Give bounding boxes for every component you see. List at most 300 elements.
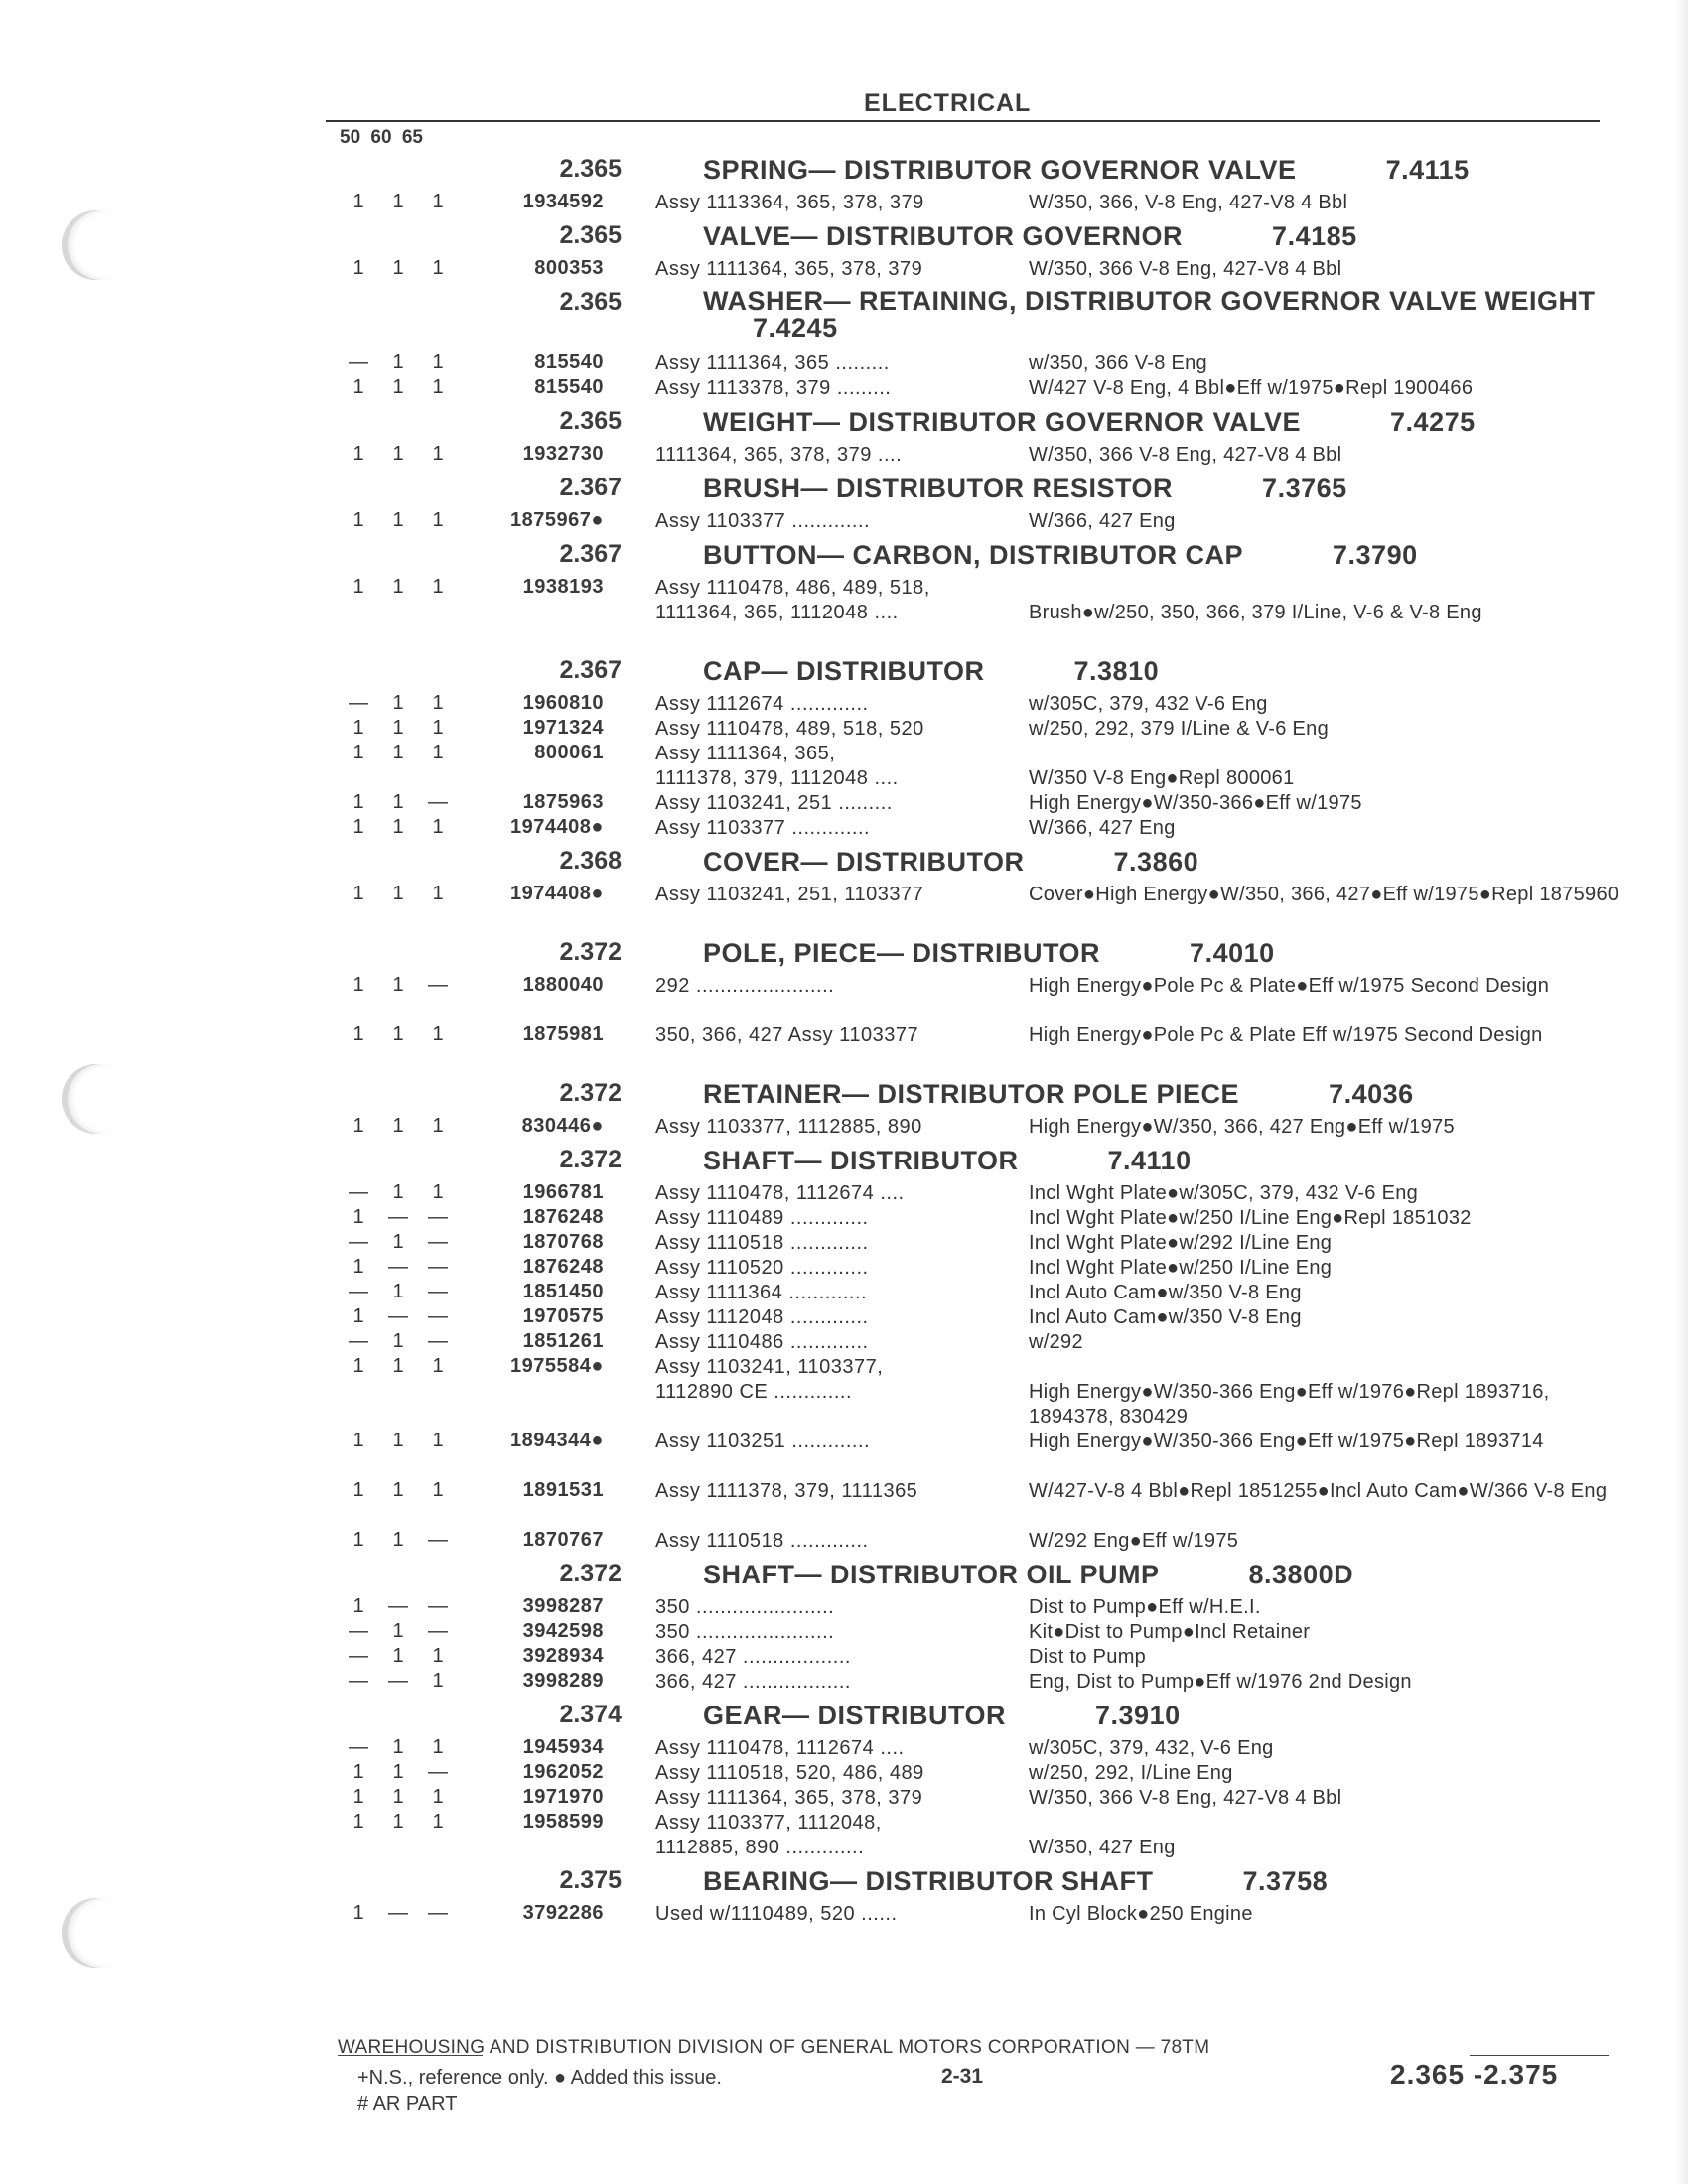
- group-header: [328, 936, 1618, 974]
- usage-note: W/366, 427 Eng: [1029, 510, 1176, 532]
- part-row: [328, 576, 1618, 650]
- group-title-text: BUTTON— CARBON, DISTRIBUTOR CAP: [703, 540, 1244, 570]
- group-title: [703, 938, 1617, 969]
- assembly-application: 350 .......................: [655, 1621, 835, 1643]
- group-ref-number: 7.3790: [1333, 540, 1418, 570]
- usage-note: Incl Wght Plate●w/250 I/Line Eng●Repl 1851032: [1029, 1207, 1472, 1229]
- usage-note: W/350, 427 Eng: [1029, 1837, 1176, 1858]
- group-code: 2.365: [559, 407, 622, 435]
- group-title: [703, 288, 1617, 341]
- group-title: [703, 155, 1617, 186]
- group-title-text: BEARING— DISTRIBUTOR SHAFT: [703, 1866, 1154, 1896]
- assembly-application: Assy 1113378, 379 .........: [655, 377, 892, 399]
- usage-note: High Energy●W/350-366●Eff w/1975: [1029, 792, 1362, 814]
- assembly-application: 366, 427 ..................: [655, 1671, 851, 1693]
- group-title-text: SHAFT— DISTRIBUTOR OIL PUMP: [703, 1560, 1160, 1589]
- assembly-application: Assy 1111364, 365, 378, 379: [655, 258, 923, 280]
- qty-65: —: [428, 1231, 448, 1253]
- qty-60: 1: [392, 1024, 404, 1045]
- qty-50: 1: [352, 1786, 364, 1808]
- usage-note: w/305C, 379, 432, V-6 Eng: [1029, 1737, 1274, 1759]
- qty-50: 1: [352, 1430, 364, 1451]
- usage-note: High Energy●Pole Pc & Plate Eff w/1975 Second Design: [1029, 1024, 1543, 1046]
- usage-note: Cover●High Energy●W/350, 366, 427●Eff w/1975●Repl 1875960: [1029, 884, 1619, 905]
- qty-65: 1: [432, 1024, 444, 1045]
- assembly-application: Assy 1110518 .............: [655, 1530, 869, 1552]
- part-number: 1975584●: [510, 1355, 604, 1377]
- assembly-application: Assy 1111378, 379, 1111365: [655, 1480, 918, 1502]
- qty-65: 1: [432, 1355, 444, 1377]
- group-title-text: CAP— DISTRIBUTOR: [703, 656, 985, 686]
- assembly-application: Assy 1103241, 251 .........: [655, 792, 893, 814]
- qty-50: 1: [352, 1206, 364, 1228]
- part-row: [328, 1811, 1618, 1860]
- qty-65: —: [428, 1305, 448, 1327]
- qty-60: 1: [392, 351, 404, 373]
- part-number: 1974408●: [510, 883, 604, 904]
- qty-65: —: [428, 1761, 448, 1783]
- qty-60: 1: [392, 576, 404, 598]
- qty-60: 1: [392, 1281, 404, 1302]
- part-number: 3998289: [522, 1670, 604, 1692]
- group-code: 2.375: [559, 1866, 622, 1894]
- group-header: [328, 1144, 1618, 1181]
- qty-60: 1: [392, 1479, 404, 1501]
- part-row: [328, 1430, 1618, 1479]
- group-ref-number: 7.3758: [1242, 1866, 1329, 1896]
- usage-note: Incl Wght Plate●w/305C, 379, 432 V-6 Eng: [1029, 1182, 1419, 1204]
- qty-50: 1: [352, 509, 364, 531]
- part-number: 1966781: [522, 1181, 604, 1203]
- part-number: 1875967●: [510, 509, 604, 531]
- part-number: 1962052: [522, 1761, 604, 1783]
- page-title: ELECTRICAL: [864, 89, 1032, 117]
- qty-60: 1: [392, 1786, 404, 1808]
- qty-65: 1: [432, 1115, 444, 1137]
- group-ref-number: 7.4245: [753, 313, 838, 342]
- group-ref-number: 7.3765: [1262, 474, 1347, 503]
- assembly-application: 1111364, 365, 378, 379 ....: [655, 444, 903, 466]
- group-title: [703, 221, 1617, 252]
- part-row: [328, 1115, 1618, 1140]
- qty-50: 1: [352, 1115, 364, 1137]
- group-ref-number: 7.4275: [1390, 407, 1476, 437]
- part-row: [328, 1281, 1618, 1305]
- part-number: 1880040: [522, 974, 604, 996]
- qty-65: 1: [432, 1479, 444, 1501]
- usage-note: w/305C, 379, 432 V-6 Eng: [1029, 693, 1268, 715]
- group-ref-number: 7.4110: [1107, 1146, 1192, 1175]
- page-edge: [1674, 0, 1688, 2184]
- qty-65: —: [428, 974, 448, 996]
- assembly-application: Assy 1111364 .............: [655, 1282, 868, 1303]
- qty-65: 1: [432, 1670, 444, 1692]
- part-number: 1934592: [522, 191, 604, 212]
- group-code: 2.372: [559, 1079, 622, 1107]
- qty-65: —: [428, 1281, 448, 1302]
- group-title: [703, 847, 1617, 878]
- part-number: 1876248: [522, 1206, 604, 1228]
- qty-60: 1: [392, 1645, 404, 1667]
- assembly-application: Assy 1110489 .............: [655, 1207, 869, 1229]
- group-code: 2.372: [559, 938, 622, 966]
- usage-note: High Energy●W/350-366 Eng●Eff w/1975●Repl 1893714: [1029, 1431, 1544, 1452]
- qty-50: 1: [352, 1479, 364, 1501]
- qty-50: —: [349, 1231, 368, 1253]
- qty-50: 1: [352, 1024, 364, 1045]
- qty-60: 1: [392, 509, 404, 531]
- qty-65: 1: [432, 1736, 444, 1758]
- qty-65: —: [428, 1256, 448, 1278]
- group-code: 2.365: [559, 155, 622, 183]
- part-number: 1894344●: [510, 1430, 604, 1451]
- part-number: 1971970: [522, 1786, 604, 1808]
- part-number: 3792286: [522, 1902, 604, 1924]
- qty-60: 1: [392, 191, 404, 212]
- assembly-application: Assy 1110486 .............: [655, 1331, 869, 1353]
- qty-65: 1: [432, 1645, 444, 1667]
- qty-60: 1: [392, 883, 404, 904]
- assembly-application: Assy 1103377 .............: [655, 510, 871, 532]
- group-code: 2.374: [559, 1701, 622, 1728]
- group-header: [328, 1699, 1618, 1736]
- group-code: 2.367: [559, 656, 622, 684]
- qty-50: —: [349, 351, 368, 373]
- qty-50: —: [349, 1620, 368, 1642]
- qty-50: 1: [352, 974, 364, 996]
- part-number: 1958599: [522, 1811, 604, 1833]
- qty-60: —: [388, 1206, 408, 1228]
- usage-note: Dist to Pump●Eff w/H.E.I.: [1029, 1596, 1261, 1618]
- qty-65: 1: [432, 1811, 444, 1833]
- assembly-application: Assy 1110478, 489, 518, 520: [655, 718, 924, 740]
- assembly-application: Used w/1110489, 520 ......: [655, 1903, 898, 1925]
- qty-50: 1: [352, 443, 364, 465]
- qty-65: 1: [432, 576, 444, 598]
- qty-65: 1: [432, 1181, 444, 1203]
- part-row: [328, 1595, 1618, 1620]
- qty-50: 1: [352, 1529, 364, 1551]
- assembly-application: Assy 1110518 .............: [655, 1232, 869, 1254]
- qty-65: 1: [432, 1786, 444, 1808]
- part-row: [328, 509, 1618, 534]
- qty-50: —: [349, 1645, 368, 1667]
- part-row: [328, 742, 1618, 791]
- part-number: 1870768: [522, 1231, 604, 1253]
- group-ref-number: 7.4185: [1272, 221, 1357, 251]
- assembly-application: Assy 1103241, 1103377, 1112890 CE .............: [655, 1356, 884, 1403]
- part-row: [328, 1024, 1618, 1073]
- part-number: 800353: [534, 257, 604, 279]
- qty-65: 1: [432, 883, 444, 904]
- qty-65: —: [428, 1902, 448, 1924]
- footer-legend: [357, 2065, 722, 2116]
- part-row: [328, 1231, 1618, 1256]
- qty-50: 1: [352, 883, 364, 904]
- part-number: 1970575: [522, 1305, 604, 1327]
- usage-note: W/427-V-8 4 Bbl●Repl 1851255●Incl Auto Cam●W/366 V-8 Eng: [1029, 1480, 1608, 1502]
- qty-50: 1: [352, 791, 364, 813]
- assembly-application: Assy 1103377, 1112885, 890: [655, 1116, 922, 1138]
- usage-note: w/250, 292, 379 I/Line & V-6 Eng: [1029, 718, 1330, 740]
- usage-note: Dist to Pump: [1029, 1646, 1147, 1668]
- part-row: [328, 1181, 1618, 1206]
- part-row: [328, 1761, 1618, 1786]
- header-rule: [326, 120, 1600, 122]
- part-number: 1851261: [522, 1330, 604, 1352]
- qty-65: 1: [432, 1430, 444, 1451]
- usage-note: W/350, 366 V-8 Eng, 427-V8 4 Bbl: [1029, 444, 1342, 466]
- part-row: [328, 1620, 1618, 1645]
- parts-list: [328, 149, 1618, 1927]
- part-row: [328, 1645, 1618, 1670]
- qty-65: —: [428, 1595, 448, 1617]
- group-title: [703, 656, 1617, 687]
- group-ref-number: 7.4010: [1190, 938, 1275, 968]
- group-header: [328, 1864, 1618, 1902]
- part-number: 1876248: [522, 1256, 604, 1278]
- part-number: 1875981: [522, 1024, 604, 1045]
- assembly-application: Assy 1103377, 1112048, 1112885, 890 .............: [655, 1812, 882, 1858]
- assembly-application: Assy 1110478, 486, 489, 518, 1111364, 365, 1112048 ....: [655, 577, 930, 623]
- group-ref-number: 8.3800D: [1248, 1560, 1354, 1589]
- group-header: [328, 845, 1618, 883]
- binder-hole: [62, 1064, 131, 1134]
- qty-60: 1: [392, 376, 404, 398]
- group-code: 2.365: [559, 221, 622, 249]
- usage-note: Incl Auto Cam●w/350 V-8 Eng: [1029, 1282, 1302, 1303]
- qty-60: —: [388, 1305, 408, 1327]
- part-row: [328, 692, 1618, 717]
- qty-65: 1: [432, 717, 444, 739]
- qty-60: 1: [392, 717, 404, 739]
- assembly-application: Assy 1110478, 1112674 ....: [655, 1182, 905, 1204]
- qty-60: 1: [392, 257, 404, 279]
- assembly-application: 292 .......................: [655, 975, 835, 997]
- group-ref-number: 7.3860: [1113, 847, 1199, 877]
- group-header: [328, 538, 1618, 576]
- assembly-application: Assy 1103251 .............: [655, 1431, 871, 1452]
- section-range: 2.365 -2.375: [1390, 2059, 1559, 2090]
- assembly-application: Assy 1112674 .............: [655, 693, 869, 715]
- qty-65: —: [428, 1620, 448, 1642]
- qty-60: 1: [392, 791, 404, 813]
- part-row: [328, 791, 1618, 816]
- assembly-application: 350, 366, 427 Assy 1103377: [655, 1024, 919, 1046]
- group-title: [703, 1560, 1617, 1590]
- qty-65: —: [428, 791, 448, 813]
- part-row: [328, 1355, 1618, 1430]
- usage-note: Brush●w/250, 350, 366, 379 I/Line, V-6 & V-8 Eng: [1029, 602, 1482, 623]
- qty-65: 1: [432, 191, 444, 212]
- qty-50: —: [349, 1330, 368, 1352]
- qty-65: 1: [432, 742, 444, 763]
- qty-50: —: [349, 1670, 368, 1692]
- group-header: [328, 153, 1618, 191]
- qty-60: —: [388, 1595, 408, 1617]
- assembly-application: Assy 1103241, 251, 1103377: [655, 884, 924, 905]
- group-code: 2.368: [559, 847, 622, 875]
- qty-65: —: [428, 1529, 448, 1551]
- part-row: [328, 1736, 1618, 1761]
- qty-50: 1: [352, 376, 364, 398]
- qty-50: 1: [352, 816, 364, 838]
- part-number: 1932730: [522, 443, 604, 465]
- usage-note: W/292 Eng●Eff w/1975: [1029, 1530, 1239, 1552]
- assembly-application: Assy 1111364, 365, 378, 379: [655, 1787, 923, 1809]
- qty-50: —: [349, 1281, 368, 1302]
- group-title: [703, 1146, 1617, 1176]
- qty-50: 1: [352, 1595, 364, 1617]
- qty-65: 1: [432, 443, 444, 465]
- binder-hole: [62, 210, 131, 280]
- qty-65: —: [428, 1206, 448, 1228]
- qty-50: 1: [352, 742, 364, 763]
- group-code: 2.367: [559, 540, 622, 568]
- qty-65: 1: [432, 816, 444, 838]
- group-title: [703, 1701, 1617, 1731]
- group-title-text: SPRING— DISTRIBUTOR GOVERNOR VALVE: [703, 155, 1297, 185]
- qty-50: —: [349, 1736, 368, 1758]
- usage-note: w/250, 292, I/Line Eng: [1029, 1762, 1233, 1784]
- group-ref-number: 7.4115: [1385, 155, 1470, 185]
- qty-50: —: [349, 1181, 368, 1203]
- assembly-application: Assy 1103377 .............: [655, 817, 871, 839]
- part-number: 815540: [534, 351, 604, 373]
- qty-65: 1: [432, 692, 444, 714]
- group-title: [703, 474, 1617, 504]
- part-row: [328, 257, 1618, 282]
- usage-note: High Energy●W/350-366 Eng●Eff w/1976●Repl 1893716, 1894378, 830429: [1029, 1381, 1550, 1428]
- usage-note: W/350, 366, V-8 Eng, 427-V8 4 Bbl: [1029, 192, 1348, 213]
- qty-50: 1: [352, 1355, 364, 1377]
- group-title-text: BRUSH— DISTRIBUTOR RESISTOR: [703, 474, 1174, 503]
- part-row: [328, 974, 1618, 1024]
- group-title-text: SHAFT— DISTRIBUTOR: [703, 1146, 1019, 1175]
- qty-50: 1: [352, 1305, 364, 1327]
- qty-60: 1: [392, 1115, 404, 1137]
- qty-50: 1: [352, 576, 364, 598]
- qty-60: 1: [392, 1811, 404, 1833]
- group-code: 2.365: [559, 288, 622, 316]
- usage-note: Incl Wght Plate●w/292 I/Line Eng: [1029, 1232, 1333, 1254]
- qty-50: 1: [352, 257, 364, 279]
- usage-note: W/366, 427 Eng: [1029, 817, 1176, 839]
- group-title-text: WASHER— RETAINING, DISTRIBUTOR GOVERNOR VALVE WEIGHT: [703, 286, 1596, 316]
- footer-rule-right: [1470, 2055, 1609, 2056]
- part-number: 1971324: [522, 717, 604, 739]
- usage-note: Incl Auto Cam●w/350 V-8 Eng: [1029, 1306, 1302, 1328]
- part-number: 1974408●: [510, 816, 604, 838]
- usage-note: W/427 V-8 Eng, 4 Bbl●Eff w/1975●Repl 1900466: [1029, 377, 1474, 399]
- qty-60: 1: [392, 816, 404, 838]
- part-number: 1938193: [522, 576, 604, 598]
- qty-60: 1: [392, 1761, 404, 1783]
- group-code: 2.372: [559, 1560, 622, 1587]
- part-row: [328, 1670, 1618, 1695]
- part-row: [328, 1786, 1618, 1811]
- usage-note: Eng, Dist to Pump●Eff w/1976 2nd Design: [1029, 1671, 1412, 1693]
- footer-division: WAREHOUSING AND DISTRIBUTION DIVISION OF GENERAL MOTORS CORPORATION — 78TM: [338, 2037, 1210, 2058]
- usage-note: High Energy●Pole Pc & Plate●Eff w/1975 Second Design: [1029, 975, 1550, 997]
- page-number: 2-31: [941, 2065, 984, 2088]
- part-row: [328, 1529, 1618, 1554]
- group-header: [328, 405, 1618, 443]
- qty-50: 1: [352, 191, 364, 212]
- group-ref-number: 7.3910: [1095, 1701, 1181, 1730]
- qty-60: 1: [392, 1231, 404, 1253]
- qty-column-header: 50 60 65: [340, 127, 423, 148]
- qty-65: 1: [432, 257, 444, 279]
- assembly-application: Assy 1112048 .............: [655, 1306, 869, 1328]
- group-title-text: POLE, PIECE— DISTRIBUTOR: [703, 938, 1101, 968]
- usage-note: Kit●Dist to Pump●Incl Retainer: [1029, 1621, 1311, 1643]
- legend-line: # AR PART: [357, 2093, 458, 2115]
- part-number: 3998287: [522, 1595, 604, 1617]
- assembly-application: Assy 1110478, 1112674 ....: [655, 1737, 905, 1759]
- qty-65: 1: [432, 376, 444, 398]
- part-number: 1851450: [522, 1281, 604, 1302]
- group-header: [328, 1558, 1618, 1595]
- part-number: 800061: [534, 742, 604, 763]
- assembly-application: Assy 1111364, 365, 1111378, 379, 1112048 ....: [655, 743, 899, 789]
- part-row: [328, 1479, 1618, 1529]
- qty-50: 1: [352, 1902, 364, 1924]
- qty-50: 1: [352, 717, 364, 739]
- legend-line: +N.S., reference only. ● Added this issue.: [357, 2067, 722, 2089]
- group-header: [328, 1077, 1618, 1115]
- part-number: 830446●: [521, 1115, 604, 1137]
- usage-note: w/350, 366 V-8 Eng: [1029, 352, 1207, 374]
- qty-60: 1: [392, 692, 404, 714]
- part-number: 1891531: [522, 1479, 604, 1501]
- group-title: [703, 1866, 1617, 1897]
- part-row: [328, 191, 1618, 215]
- part-number: 3928934: [522, 1645, 604, 1667]
- part-row: [328, 351, 1618, 376]
- group-header: [328, 654, 1618, 692]
- qty-65: 1: [432, 351, 444, 373]
- group-title-text: WEIGHT— DISTRIBUTOR GOVERNOR VALVE: [703, 407, 1302, 437]
- qty-50: 1: [352, 1811, 364, 1833]
- group-title: [703, 407, 1617, 438]
- part-row: [328, 376, 1618, 401]
- qty-60: 1: [392, 1620, 404, 1642]
- group-title-text: VALVE— DISTRIBUTOR GOVERNOR: [703, 221, 1184, 251]
- part-number: 3942598: [522, 1620, 604, 1642]
- part-row: [328, 816, 1618, 841]
- qty-60: 1: [392, 974, 404, 996]
- group-code: 2.367: [559, 474, 622, 501]
- group-title: [703, 1079, 1617, 1110]
- usage-note: W/350 V-8 Eng●Repl 800061: [1029, 767, 1295, 789]
- assembly-application: 350 .......................: [655, 1596, 835, 1618]
- part-row: [328, 717, 1618, 742]
- part-number: 1945934: [522, 1736, 604, 1758]
- group-ref-number: 7.3810: [1073, 656, 1160, 686]
- part-row: [328, 1330, 1618, 1355]
- binder-hole: [62, 1898, 131, 1968]
- qty-60: 1: [392, 1430, 404, 1451]
- usage-note: W/350, 366 V-8 Eng, 427-V8 4 Bbl: [1029, 1787, 1342, 1809]
- qty-50: 1: [352, 1256, 364, 1278]
- assembly-application: Assy 1113364, 365, 378, 379: [655, 192, 924, 213]
- qty-60: 1: [392, 1181, 404, 1203]
- part-row: [328, 1902, 1618, 1927]
- qty-65: 1: [432, 509, 444, 531]
- usage-note: Incl Wght Plate●w/250 I/Line Eng: [1029, 1257, 1333, 1279]
- assembly-application: Assy 1110518, 520, 486, 489: [655, 1762, 924, 1784]
